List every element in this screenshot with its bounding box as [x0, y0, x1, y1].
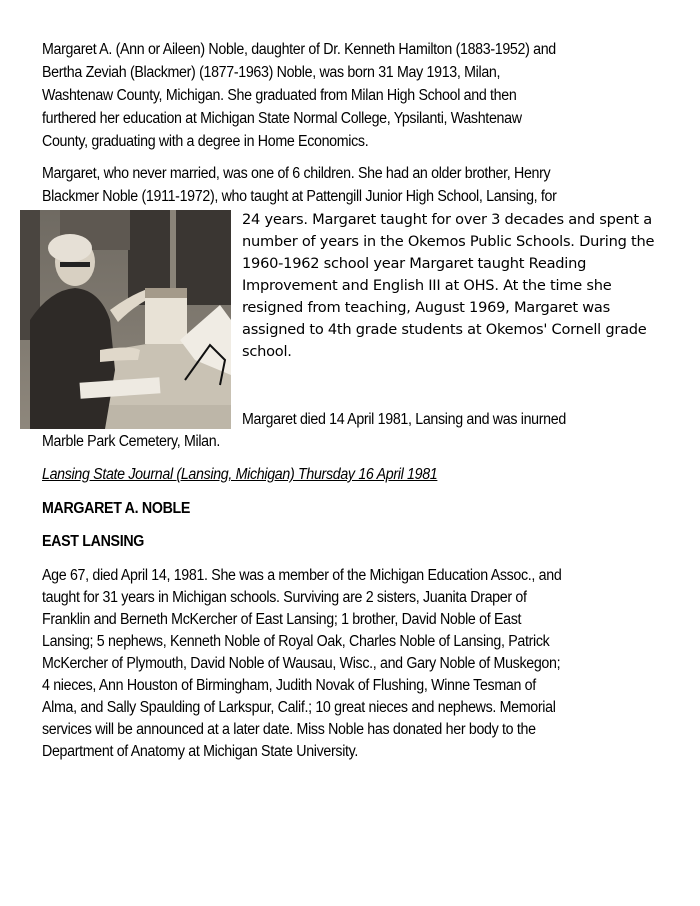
text-line: Franklin and Berneth McKercher of East Lansing; 1 brother, David Noble of East [42, 611, 522, 628]
portrait-photo [20, 210, 231, 429]
text-line: furthered her education at Michigan State Normal College, Ypsilanti, Washtenaw [42, 110, 522, 127]
text-line: Margaret A. (Ann or Aileen) Noble, daughter of Dr. Kenneth Hamilton (1883-1952) and [42, 41, 556, 58]
text-line: taught for 31 years in Michigan schools. Surviving are 2 sisters, Juanita Draper of [42, 589, 527, 606]
obituary-place-heading: EAST LANSING [42, 533, 145, 550]
text-line: Bertha Zeviah (Blackmer) (1877-1963) Noble, was born 31 May 1913, Milan, [42, 64, 501, 81]
newspaper-citation: Lansing State Journal (Lansing, Michigan) Thursday 16 April 1981 [42, 466, 438, 483]
text-line: Blackmer Noble (1911-1972), who taught at Pattengill Junior High School, Lansing, for [42, 188, 557, 205]
text-line: Improvement and English III at OHS. At the time she [242, 277, 612, 294]
text-line: number of years in the Okemos Public Schools. During the [242, 233, 655, 250]
text-line: Lansing; 5 nephews, Kenneth Noble of Royal Oak, Charles Noble of Lansing, Patrick [42, 633, 550, 650]
text-line: school. [242, 343, 292, 360]
text-line: Margaret, who never married, was one of 6 children. She had an older brother, Henry [42, 165, 551, 182]
obituary-name-heading: MARGARET A. NOBLE [42, 500, 191, 517]
text-line: resigned from teaching, August 1969, Margaret was [242, 299, 610, 316]
text-line: Washtenaw County, Michigan. She graduated from Milan High School and then [42, 87, 517, 104]
text-line: 1960-1962 school year Margaret taught Reading [242, 255, 587, 272]
text-line: Alma, and Sally Spaulding of Larkspur, Calif.; 10 great nieces and nephews. Memorial [42, 699, 556, 716]
text-line: 24 years. Margaret taught for over 3 decades and spent a [242, 211, 652, 228]
text-line: McKercher of Plymouth, David Noble of Wausau, Wisc., and Gary Noble of Muskegon; [42, 655, 561, 672]
text-line: Age 67, died April 14, 1981. She was a member of the Michigan Education Assoc., and [42, 567, 562, 584]
text-line: services will be announced at a later date. Miss Noble has donated her body to the [42, 721, 536, 738]
text-line: Department of Anatomy at Michigan State University. [42, 743, 359, 760]
text-line: 4 nieces, Ann Houston of Birmingham, Judith Novak of Flushing, Winne Tesman of [42, 677, 536, 694]
photo-image [20, 210, 231, 429]
text-line: Margaret died 14 April 1981, Lansing and was inurned [242, 411, 566, 428]
text-line: County, graduating with a degree in Home Economics. [42, 133, 369, 150]
text-line: Marble Park Cemetery, Milan. [42, 433, 220, 450]
text-line: assigned to 4th grade students at Okemos' Cornell grade [242, 321, 647, 338]
